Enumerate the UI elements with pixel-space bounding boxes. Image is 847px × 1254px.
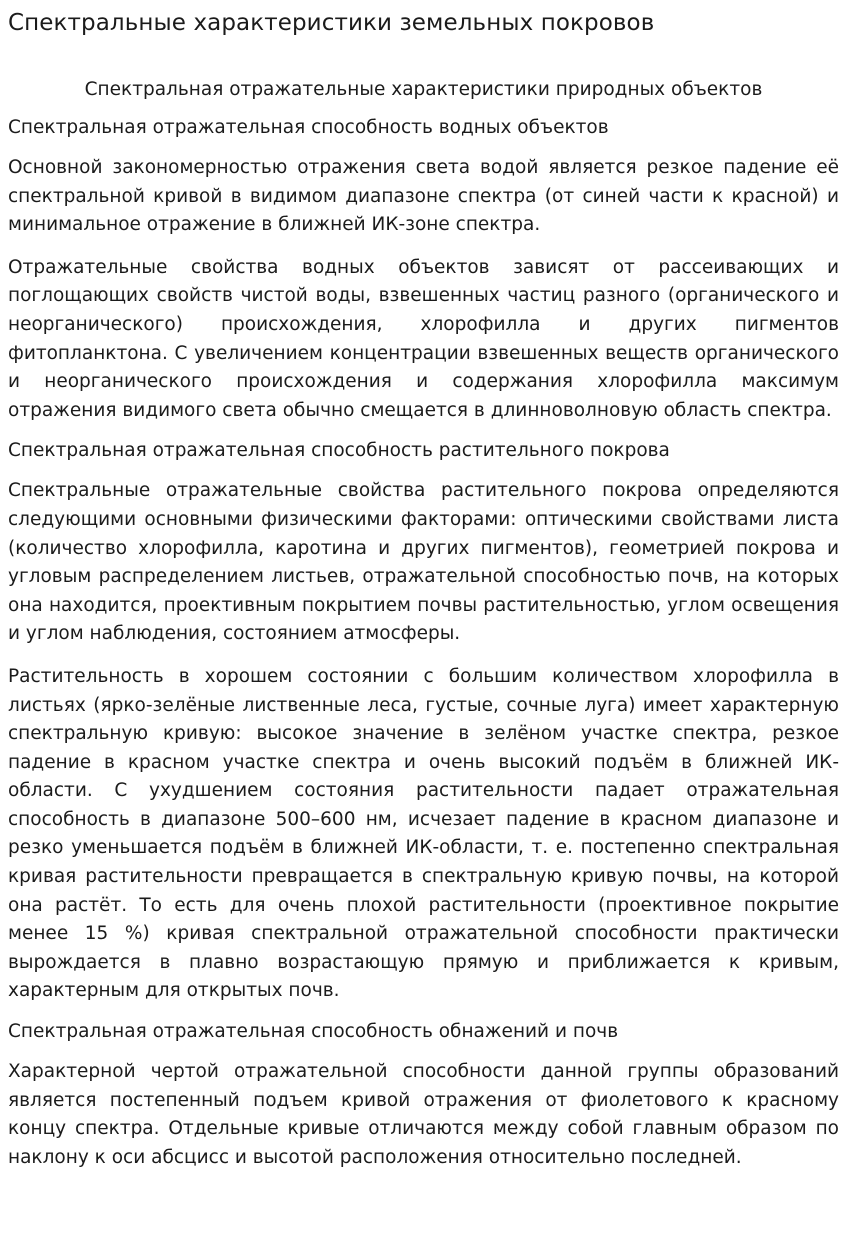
document-subtitle: Спектральная отражательные характеристики природных объектов — [84, 79, 763, 100]
paragraph-vegetation-1: Спектральные отражательные свойства растительного покрова определяются следующими основными физическими факторами: оптическими свойствами листа (количество хлорофилла, каротина и других пигментов), геометрией покрова и угловым распределением листьев, отражательной способностью почв, на которых она находится, проективным покрытием почвы растительностью, углом освещения и углом наблюдения, состоянием атмосферы. — [8, 480, 839, 645]
section-heading-soils: Спектральная отражательная способность обнажений и почв — [8, 1021, 619, 1043]
paragraph-soils-1: Характерной чертой отражательной способности данной группы образований является постепенный подъем кривой отражения от фиолетового к красному концу спектра. Отдельные кривые отличаются между собой главным образом по наклону к оси абсцисс и высотой расположения относительно последней. — [8, 1061, 839, 1168]
section-water — [8, 116, 839, 425]
section-soils — [8, 1020, 839, 1172]
section-vegetation — [8, 439, 839, 1006]
section-heading-vegetation: Спектральная отражательная способность растительного покрова — [8, 440, 670, 462]
section-heading-water: Спектральная отражательная способность водных объектов — [8, 117, 609, 138]
paragraph-water-2: Отражательные свойства водных объектов зависят от рассеивающих и поглощающих свойств чистой воды, взвешенных частиц разного (органического и неорганического) происхождения, хлорофилла и других пигментов фитопланктона. С увеличением концентрации взвешенных веществ органического и неорганического происхождения и содержания хлорофилла максимум отражения видимого света обычно смещается в длинноволновую область спектра. — [8, 256, 839, 421]
paragraph-vegetation-2: Растительность в хорошем состоянии с большим количеством хлорофилла в листьях (ярко-зелёные лиственные леса, густые, сочные луга) имеет характерную спектральную кривую: высокое значение в зелёном участке спектра, резкое падение в красном участке спектра и очень высокий подъём в ближней ИК-области. С ухудшением состояния растительности падает отражательная способность в диапазоне 500–600 нм, исчезает падение в красном диапазоне и резко уменьшается подъём в ближней ИК-области, т. е. постепенно спектральная кривая растительности превращается в спектральную кривую почвы, на которой она растёт. То есть для очень плохой растительности (проективное покрытие менее 15 %) кривая спектральной отражательной способности практически вырождается в плавно возрастающую прямую и приближается к кривым, характерным для открытых почв. — [8, 665, 839, 1002]
paragraph-water-1: Основной закономерностью отражения света водой является резкое падение её спектральной кривой в видимом диапазоне спектра (от синей части к красной) и минимальное отражение в ближней ИК-зоне спектра. — [8, 157, 839, 236]
document-title: Спектральные характеристики земельных покровов — [8, 10, 655, 36]
